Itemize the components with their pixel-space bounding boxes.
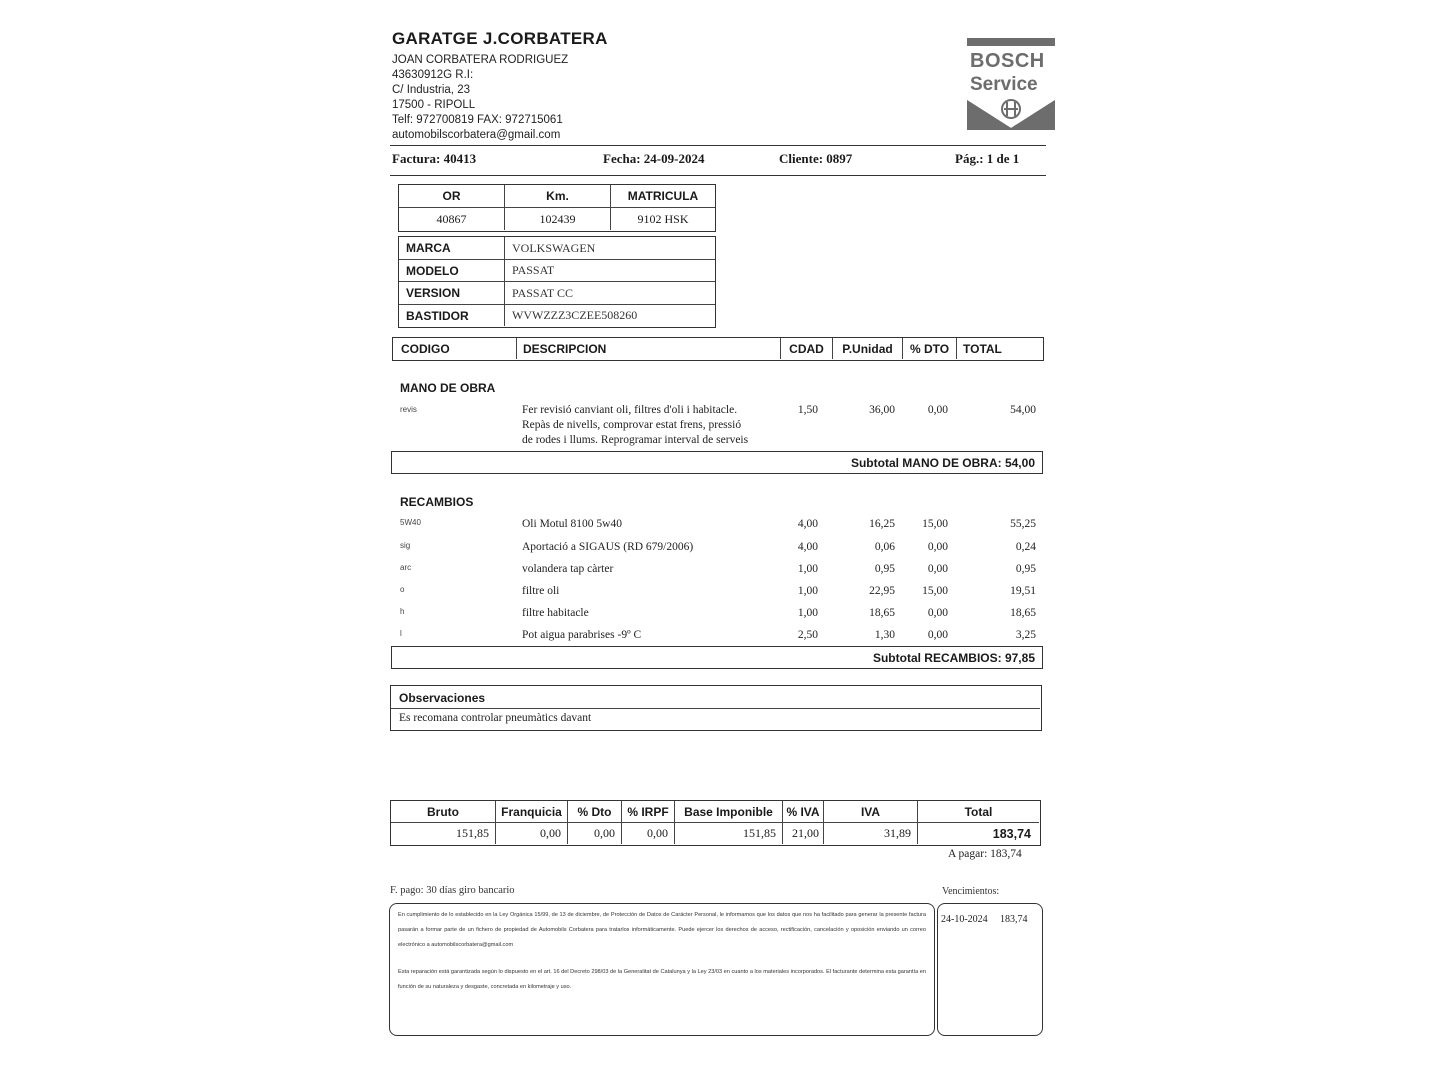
due-date: 24-10-2024 [941,914,988,925]
amount-to-pay: A pagar: 183,74 [948,848,1022,860]
totals-header-vat-rate: % IVA [783,801,824,823]
totals-discount: 0,00 [568,823,622,844]
parts-subtotal: Subtotal RECAMBIOS: 97,85 [872,651,1035,665]
vehicle-value-brand: VOLKSWAGEN [505,237,715,260]
part-description: filtre oli [522,585,560,597]
observations-box [390,685,1042,731]
col-unit-price: P.Unidad [833,338,903,359]
part-unit-price: 22,95 [869,585,895,597]
col-code: CODIGO [393,338,517,359]
order-value-or: 40867 [399,208,505,230]
part-code: o [400,585,405,594]
part-discount: 15,00 [922,585,948,597]
labor-subtotal-box [391,451,1043,474]
part-discount: 0,00 [927,629,948,641]
parts-subtotal-box [391,646,1043,669]
labor-desc-line2: Repàs de nivells, comprovar estat frens, pressió [522,419,742,431]
totals-total: 183,74 [992,826,1031,841]
due-label: Vencimientos: [942,886,1000,897]
totals-tax-base: 151,85 [675,823,783,844]
company-tax-id: 43630912G R.I: [392,69,474,81]
order-header-plate: MATRICULA [611,185,715,208]
parts-section-title: RECAMBIOS [400,495,474,509]
logo-line1: BOSCH [970,50,1045,72]
part-description: Aportació a SIGAUS (RD 679/2006) [522,541,694,553]
part-unit-price: 1,30 [874,629,895,641]
vehicle-value-model: PASSAT [505,260,715,282]
part-total: 0,95 [1015,563,1036,575]
totals-gross: 151,85 [391,823,496,844]
part-code: l [400,629,402,638]
company-street: C/ Industria, 23 [392,84,470,96]
vehicle-label-brand: MARCA [399,237,505,260]
invoice-number: Factura: 40413 [392,151,477,166]
company-email: automobilscorbatera@gmail.com [392,129,561,141]
invoice-date: Fecha: 24-09-2024 [603,151,705,166]
part-total: 18,65 [1010,607,1036,619]
totals-header-discount: % Dto [568,801,622,823]
due-dates-box [937,903,1043,1036]
part-code: 5W40 [400,518,421,527]
part-unit-price: 16,25 [869,518,895,530]
vehicle-label-version: VERSION [399,282,505,305]
company-name: GARATGE J.CORBATERA [392,29,608,48]
company-phone-fax: Telf: 972700819 FAX: 972715061 [392,114,563,126]
col-total: TOTAL [963,341,1002,356]
part-code: h [400,607,405,616]
part-qty: 4,00 [797,541,818,553]
col-discount: % DTO [903,338,957,359]
part-qty: 1,00 [797,563,818,575]
labor-total: 54,00 [1010,404,1036,416]
labor-section-title: MANO DE OBRA [400,381,496,395]
totals-header-vat: IVA [824,801,918,823]
vehicle-label-model: MODELO [399,260,505,282]
part-unit-price: 18,65 [869,607,895,619]
order-header-or: OR [399,185,505,208]
labor-desc-line3: de rodes i llums. Reprogramar interval de serveis [522,434,749,446]
part-discount: 15,00 [922,518,948,530]
due-amount: 183,74 [1000,914,1028,925]
totals-header-gross: Bruto [391,801,496,823]
part-discount: 0,00 [927,541,948,553]
part-total: 19,51 [1010,585,1036,597]
part-description: Oli Motul 8100 5w40 [522,518,622,530]
legal-notice-warranty: Esta reparación está garantizada según lo dispuesto en el art. 16 del Decreto 298/03 de la Generalitat de Catalunya y la Ley 23/03 en cuanto a los materiales incorporados. El facturante determina esta garantía en función de su naturaleza y desgaste, concretada en kilometraje y uso. [398,969,926,990]
order-value-km: 102439 [505,208,611,230]
labor-unit-price: 36,00 [869,404,895,416]
vehicle-label-vin: BASTIDOR [399,305,505,326]
logo-line2: Service [970,74,1038,95]
vehicle-value-version: PASSAT CC [505,282,715,305]
part-total: 55,25 [1010,518,1036,530]
invoice-client: Cliente: 0897 [779,151,853,166]
totals-header-tax-base: Base Imponible [675,801,783,823]
totals-irpf: 0,00 [622,823,675,844]
part-qty: 1,00 [797,585,818,597]
totals-vat-rate: 21,00 [783,823,824,844]
lines-header [392,337,1044,361]
part-description: Pot aigua parabrises -9º C [522,629,642,641]
bosch-service-logo [966,38,1056,130]
part-qty: 2,50 [797,629,818,641]
order-value-plate: 9102 HSK [637,211,689,226]
vehicle-value-vin: WVWZZZ3CZEE508260 [512,308,638,322]
observations-title: Observaciones [399,691,486,705]
invoice-meta-bar [390,145,1046,176]
totals-table [390,800,1041,846]
order-table [398,184,716,232]
observations-text: Es recomana controlar pneumàtics davant [399,712,592,724]
totals-header-total: Total [918,801,1039,823]
part-unit-price: 0,95 [874,563,895,575]
part-qty: 1,00 [797,607,818,619]
invoice-page: Pág.: 1 de 1 [955,151,1020,166]
part-unit-price: 0,06 [874,541,895,553]
legal-notice-box [389,903,935,1036]
labor-desc-line1: Fer revisió canviant oli, filtres d'oli i habitacle. [522,404,738,416]
legal-notice-privacy: En cumplimiento de lo establecido en la Ley Orgánica 15/99, de 13 de diciembre, de Protección de Datos de Carácter Personal, le informamos que los datos que nos ha facilitado para generar la presente factura pasarán a formar parte de un fichero de propiedad de Automobils Corbatera para tratarlos informáticamente. Puede ejercer los derechos de acceso, rectificación, cancelación y oposición enviando un correo electrónico a automobilscorbatera@gmail.com [398,912,926,948]
part-total: 0,24 [1015,541,1036,553]
part-discount: 0,00 [927,607,948,619]
payment-method: F. pago: 30 días giro bancario [390,885,515,896]
labor-qty: 1,50 [797,404,818,416]
labor-code: revis [400,405,417,414]
company-city: 17500 - RIPOLL [392,99,476,111]
labor-discount: 0,00 [927,404,948,416]
col-description: DESCRIPCION [517,338,781,359]
totals-franchise: 0,00 [496,823,568,844]
company-owner: JOAN CORBATERA RODRIGUEZ [392,54,569,66]
col-qty: CDAD [781,338,833,359]
labor-subtotal: Subtotal MANO DE OBRA: 54,00 [850,456,1035,470]
totals-header-irpf: % IRPF [622,801,675,823]
order-header-km: Km. [505,185,611,208]
part-discount: 0,00 [927,563,948,575]
totals-vat: 31,89 [824,823,918,844]
vehicle-table [398,236,716,328]
part-total: 3,25 [1015,629,1036,641]
part-description: filtre habitacle [522,607,589,619]
part-description: volandera tap càrter [522,563,614,575]
part-code: sig [400,541,411,550]
part-code: arc [400,563,412,572]
part-qty: 4,00 [797,518,818,530]
totals-header-franchise: Franquicia [496,801,568,823]
